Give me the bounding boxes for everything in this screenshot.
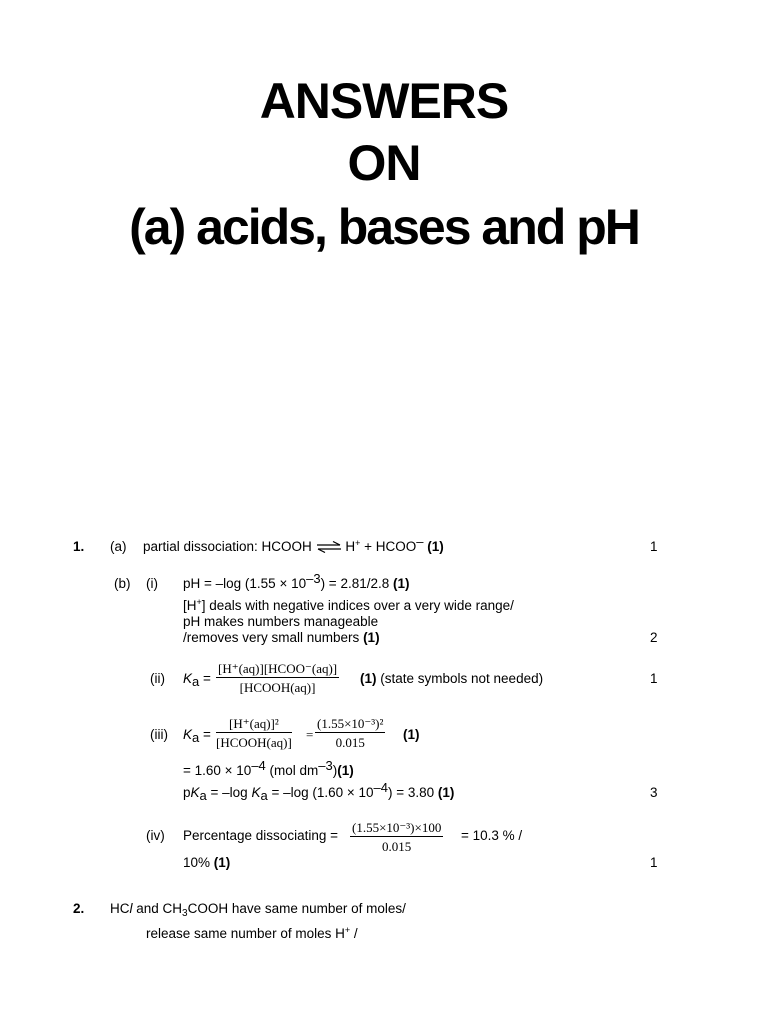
q1bi-label: (i) xyxy=(146,576,158,591)
q1biv-marks: 1 xyxy=(650,855,658,870)
q2-line-1-sub: 3 xyxy=(182,908,188,919)
q1biii-line-2 xyxy=(183,758,354,779)
q1biii-fraction-1-numerator: [H⁺(aq)]² xyxy=(216,716,292,733)
q1bii-fraction-denominator: [HCOOH(aq)] xyxy=(239,680,316,695)
q1biii-label: (iii) xyxy=(150,727,168,742)
q1biii-fraction-2 xyxy=(315,716,385,750)
page-title-line-3: (a) acids, bases and pH xyxy=(129,199,639,255)
q1biv-fraction-numerator: (1.55×10⁻³)×100 xyxy=(352,820,442,835)
q2-line-2 xyxy=(146,926,358,942)
q1biii-fraction-2-numerator: (1.55×10⁻³)² xyxy=(317,716,384,731)
q1b-label: (b) xyxy=(114,576,131,591)
q2-line-2-sup: + xyxy=(344,925,351,935)
q1a-text-start: partial dissociation: HCOOH xyxy=(143,539,312,554)
q1biii-equals: = xyxy=(199,727,211,742)
q1bi-line-4 xyxy=(183,630,380,646)
q1bii-marks: 1 xyxy=(650,671,658,686)
q1bii-note-line xyxy=(360,671,543,687)
q1biii-line-3-mid: = –log xyxy=(206,785,252,800)
q1a-h: H xyxy=(345,539,356,554)
q1biii-marks: 3 xyxy=(650,785,658,800)
q1biii-line-2-exponent-2: –3 xyxy=(318,758,333,773)
q1bi-line-1-exponent: –3 xyxy=(306,571,321,586)
q1biv-result: = 10.3 % / xyxy=(461,828,523,843)
q1a-label: (a) xyxy=(110,539,127,554)
q1biv-line-2 xyxy=(183,855,230,871)
q1biii-line-2-end: ) xyxy=(332,763,338,778)
equilibrium-arrow-icon xyxy=(316,541,342,553)
q2-line-1 xyxy=(110,901,406,917)
q1biii-fraction-1-denominator: [HCOOH(aq)] xyxy=(216,735,292,750)
q1biii-fraction-2-denominator: 0.015 xyxy=(335,735,365,750)
question-2-number: 2. xyxy=(73,901,85,916)
q1biii-line-3-end: ) = 3.80 xyxy=(388,785,438,800)
q2-line-1-mid: and CH xyxy=(132,901,183,916)
q2-line-2-end: / xyxy=(350,926,358,941)
q2-line-1-start: HC xyxy=(110,901,130,916)
page-title-line-1: ANSWERS xyxy=(259,73,509,129)
q1biii-line-3-exponent: –4 xyxy=(373,780,388,795)
question-1-number: 1. xyxy=(73,539,85,554)
q1bi-line-1-end: ) = 2.81/2.8 xyxy=(320,576,393,591)
q1bii-label: (ii) xyxy=(150,671,165,686)
q1biii-line-3-a2: a xyxy=(260,788,268,803)
q1biii-ka-k: K xyxy=(183,727,193,742)
q2-line-2-start: release same number of moles H xyxy=(146,926,345,941)
q1bi-line-1 xyxy=(183,571,410,592)
q1biii-line-2-mark: (1) xyxy=(337,763,354,778)
q1biv-fraction-denominator: 0.015 xyxy=(382,839,412,854)
q1bi-line-2-start: [H xyxy=(183,598,197,613)
q1biii-ka-sub: a xyxy=(192,730,200,745)
q1bii-note: (state symbols not needed) xyxy=(376,671,544,686)
q1biv-label: (iv) xyxy=(146,828,165,843)
q1bi-line-3: pH makes numbers manageable xyxy=(183,614,379,629)
q1a-answer xyxy=(143,534,444,555)
q1a-marks: 1 xyxy=(650,539,658,554)
q1bii-ka-k: K xyxy=(183,671,193,686)
q1bii-fraction xyxy=(216,661,339,695)
q1biii-line-3 xyxy=(183,780,455,803)
q2-line-1-l: l xyxy=(129,901,133,916)
q1biii-ka xyxy=(183,727,211,743)
q1a-plus-sup: + xyxy=(355,538,361,548)
q1biv-line-2-text: 10% xyxy=(183,855,214,870)
q1biii-line-3-mark: (1) xyxy=(437,785,455,800)
q1bii-fraction-numerator: [H⁺(aq)][HCOO⁻(aq)] xyxy=(218,661,338,676)
q1biii-line-2-start: = 1.60 × 10 xyxy=(183,763,252,778)
q1biii-line-3-k: K xyxy=(190,785,200,800)
q1biii-line-3-p: p xyxy=(183,785,191,800)
q1biii-line-3-rest: = –log (1.60 × 10 xyxy=(267,785,374,800)
q1biii-equals-2: = xyxy=(306,727,314,742)
q1bi-marks: 2 xyxy=(650,630,658,645)
q1bii-equals: = xyxy=(199,671,211,686)
q1a-mark-label: (1) xyxy=(427,539,444,554)
q1biv-text: Percentage dissociating = xyxy=(183,828,338,843)
q1biv-line-2-mark: (1) xyxy=(213,855,231,870)
q1bi-line-4-mark: (1) xyxy=(363,630,380,645)
q2-line-1-end: COOH have same number of moles/ xyxy=(187,901,406,916)
q1bii-ka xyxy=(183,671,211,687)
q1a-minus-sup: – xyxy=(416,534,424,549)
q1biii-line-3-a: a xyxy=(199,788,207,803)
q1bi-line-1-start: pH = –log (1.55 × 10 xyxy=(183,576,307,591)
q1bi-line-2-sup: + xyxy=(196,597,202,607)
q1bi-line-2-end: ] deals with negative indices over a very wide range/ xyxy=(201,598,514,613)
q1bii-mark-label: (1) xyxy=(360,671,377,686)
q1biii-fraction-1 xyxy=(216,716,292,750)
q1biii-line-2-exponent: –4 xyxy=(251,758,266,773)
q1bi-line-4-start: /removes very small numbers xyxy=(183,630,364,645)
q1a-text-mid: + HCOO xyxy=(360,539,417,554)
q1biv-fraction xyxy=(350,820,443,854)
q1bi-line-1-mark: (1) xyxy=(393,576,410,591)
q1biii-mark-label: (1) xyxy=(403,727,420,742)
q1bi-line-2 xyxy=(183,598,514,614)
q1bii-ka-sub: a xyxy=(192,674,200,689)
q1biii-line-2-mid: (mol dm xyxy=(265,763,319,778)
q1biii-line-3-k2: K xyxy=(251,785,261,800)
page-title-line-2: ON xyxy=(347,135,421,191)
